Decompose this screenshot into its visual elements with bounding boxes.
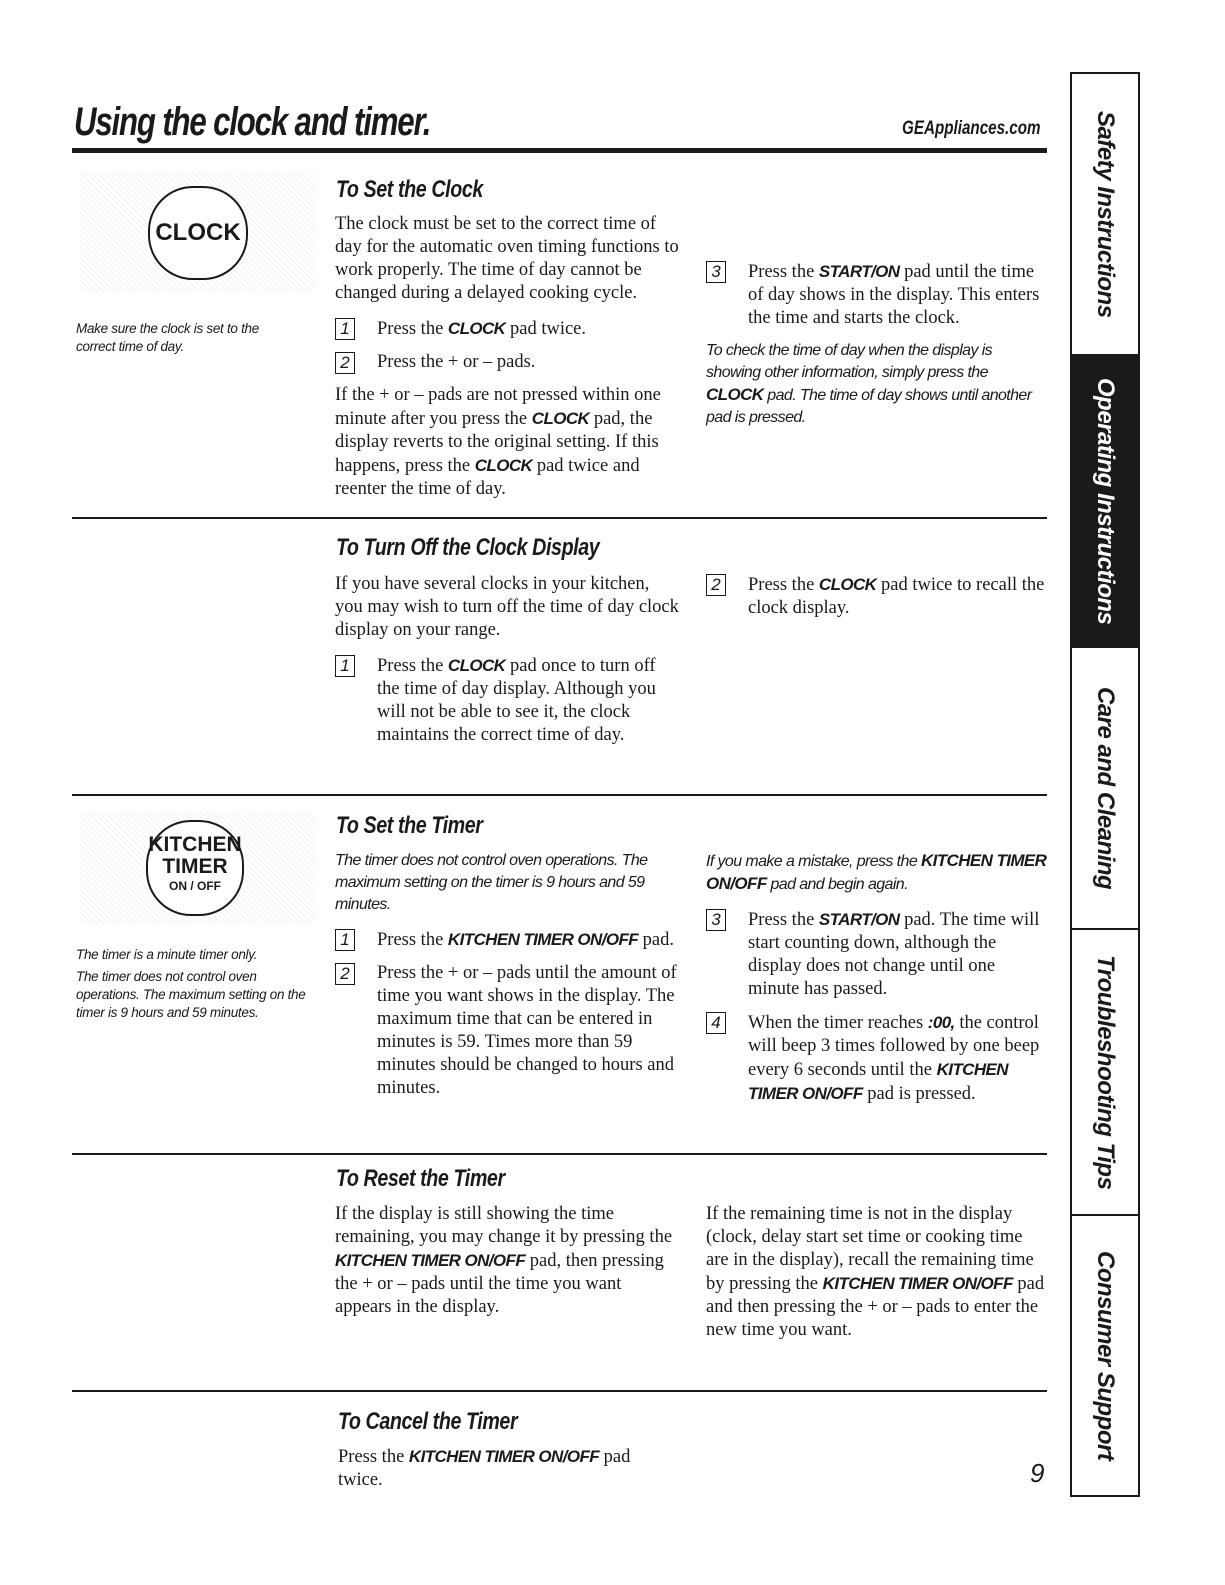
- tab-consumer-support[interactable]: [1072, 1216, 1138, 1495]
- step-number: 4: [706, 1012, 726, 1034]
- set-clock-step-3: 3 Press the START/ON pad until the time of day shows in the display. This enters the time and starts the clock.: [706, 260, 1048, 330]
- tab-care-and-cleaning[interactable]: [1072, 648, 1138, 930]
- timer-pad-badge: [146, 820, 244, 916]
- tab-operating-instructions[interactable]: [1072, 356, 1138, 648]
- step-number: 2: [706, 574, 726, 596]
- set-clock-heading: To Set the Clock: [336, 176, 483, 203]
- turn-off-step-2: 2 Press the CLOCK pad twice to recall the clock display.: [706, 573, 1048, 620]
- tab-label: Safety Instructions: [1092, 110, 1119, 318]
- set-clock-left-column: [335, 213, 680, 513]
- tab-safety-instructions[interactable]: [1072, 74, 1138, 356]
- set-clock-step-1: 1 Press the CLOCK pad twice.: [335, 317, 680, 341]
- timer-caption: [76, 946, 308, 1026]
- set-timer-step-3: 3 Press the START/ON pad. The time will start counting down, although the display does not change until one minute has passed.: [706, 908, 1048, 1001]
- clock-key: CLOCK: [447, 319, 506, 338]
- timer-pad-line-2: TIMER: [162, 855, 228, 878]
- page-number: 9: [1030, 1458, 1045, 1488]
- section-divider: [72, 1390, 1047, 1392]
- timer-pad-line-1: KITCHEN: [148, 833, 242, 856]
- set-timer-note: The timer does not control oven operations. The maximum setting on the timer is 9 hours and 59 minutes.: [335, 852, 648, 913]
- set-clock-intro: The clock must be set to the correct time of day for the automatic oven timing functions to work properly. The time of day cannot be changed during a delayed cooking cycle.: [335, 214, 679, 303]
- timer-caption-2: The timer does not control oven operations. The maximum setting on the timer is 9 hours and 59 minutes.: [76, 969, 306, 1020]
- step-number: 1: [335, 318, 355, 340]
- step-number: 3: [706, 909, 726, 931]
- clock-pad-badge: [148, 186, 248, 280]
- reset-timer-left-text: If the display is still showing the time remaining, you may change it by pressing the KITCHEN TIMER ON/OFF pad, then pressing the + or – pads until the time you want appears in the display.: [335, 1204, 673, 1317]
- step-number: 1: [335, 655, 355, 677]
- set-timer-left-column: [335, 850, 680, 1110]
- turn-off-intro: If you have several clocks in your kitchen, you may wish to turn off the time of day clock display on your range.: [335, 574, 679, 640]
- clock-caption-text: Make sure the clock is set to the correct time of day.: [76, 321, 259, 354]
- reset-timer-left-column: [335, 1203, 680, 1331]
- tab-troubleshooting-tips[interactable]: [1072, 930, 1138, 1216]
- cancel-timer-text: Press the KITCHEN TIMER ON/OFF pad twice.: [338, 1447, 631, 1490]
- reset-timer-right-text: If the remaining time is not in the display (clock, delay start set time or cooking time are in the display), recall the remaining time by pressing the KITCHEN TIMER ON/OFF pad and then pressing the + or – pads to enter the new time you want.: [706, 1204, 1045, 1340]
- step-number: 1: [335, 929, 355, 951]
- page-title: Using the clock and timer.: [74, 100, 431, 144]
- turn-off-heading: To Turn Off the Clock Display: [336, 534, 600, 561]
- turn-off-step-1: 1 Press the CLOCK pad once to turn off the time of day display. Although you will not be able to see it, the clock maintains the correct time of day.: [335, 654, 680, 747]
- set-timer-heading: To Set the Timer: [336, 812, 483, 839]
- header-rule: [72, 148, 1047, 153]
- clock-pad-graphic: [80, 172, 315, 292]
- tab-label: Care and Cleaning: [1092, 686, 1119, 890]
- clock-pad-label: CLOCK: [155, 219, 241, 246]
- tab-label: Troubleshooting Tips: [1092, 954, 1119, 1190]
- turn-off-left-column: [335, 573, 680, 757]
- cancel-timer-heading: To Cancel the Timer: [338, 1408, 518, 1435]
- set-timer-mistake-note: If you make a mistake, press the KITCHEN TIMER ON/OFF pad and begin again.: [706, 851, 1047, 893]
- set-clock-timeout-paragraph: If the + or – pads are not pressed within one minute after you press the CLOCK pad, the display reverts to the original setting. If this happens, press the CLOCK pad twice and reenter the time of day.: [335, 385, 661, 499]
- set-timer-right-column: [706, 850, 1048, 1116]
- timer-caption-1: The timer is a minute timer only.: [76, 947, 258, 962]
- tab-label: Operating Instructions: [1092, 377, 1119, 625]
- step-number: 2: [335, 963, 355, 985]
- step-number: 3: [706, 261, 726, 283]
- step-number: 2: [335, 352, 355, 374]
- section-divider: [72, 794, 1047, 796]
- tab-label: Consumer Support: [1092, 1250, 1119, 1461]
- set-timer-step-4: 4 When the timer reaches :00, the control will beep 3 times followed by one beep every 6 seconds until the KITCHEN TIMER ON/OFF pad is pressed.: [706, 1011, 1048, 1106]
- reset-timer-right-column: [706, 1203, 1048, 1354]
- section-divider: [72, 1153, 1047, 1155]
- section-divider: [72, 517, 1047, 519]
- set-timer-step-1: 1 Press the KITCHEN TIMER ON/OFF pad.: [335, 928, 680, 952]
- timer-pad-line-3: ON / OFF: [169, 879, 221, 893]
- set-timer-step-2: 2 Press the + or – pads until the amount of time you want shows in the display. The maximum time that can be entered in minutes is 59. Times more than 59 minutes should be changed to hours and minutes.: [335, 962, 680, 1100]
- clock-caption: [76, 320, 301, 360]
- set-clock-note: To check the time of day when the display is showing other information, simply press the CLOCK pad. The time of day shows until another pad is pressed.: [706, 342, 1032, 426]
- turn-off-right-column: [706, 573, 1048, 630]
- timer-pad-graphic: [80, 812, 315, 924]
- cancel-timer-column: [338, 1445, 668, 1504]
- website-url: GEAppliances.com: [902, 118, 1041, 139]
- set-clock-right-column: [706, 260, 1048, 441]
- reset-timer-heading: To Reset the Timer: [336, 1165, 505, 1192]
- section-sidebar: [1070, 72, 1140, 1497]
- set-clock-step-2: 2 Press the + or – pads.: [335, 351, 680, 374]
